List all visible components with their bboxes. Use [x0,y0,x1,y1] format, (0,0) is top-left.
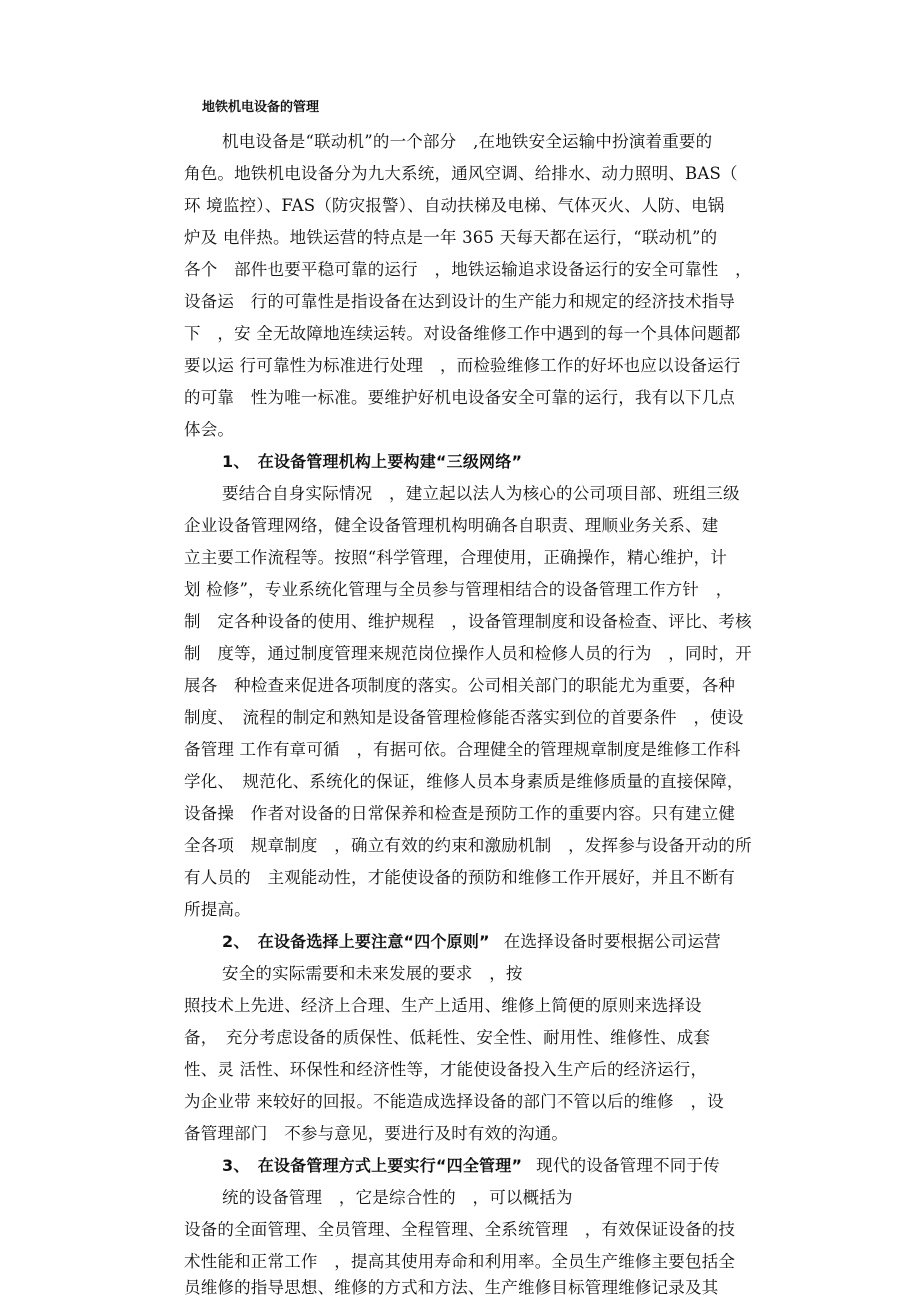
text-line: 机电设备是“联动机”的一个部分 ,在地铁安全运输中扮演着重要的 [222,132,713,151]
text-line: 备， 充分考虑设备的质保性、低耗性、安全性、耐用性、维修性、成套 [184,1028,711,1047]
section-heading-1: 1、 在设备管理机构上要构建“三级网络” [222,452,523,471]
text-line: 全各项 规章制度 ，确立有效的约束和激励机制 ，发挥参与设备开动的所 [184,836,752,855]
text-line: 设备操 作者对设备的日常保养和检查是预防工作的重要内容。只有建立健 [184,804,736,823]
text-line: 划 检修”，专业系统化管理与全员参与管理相结合的设备管理工作方针 ， [184,580,733,599]
text-line: 性、灵 活性、环保性和经济性等，才能使设备投入生产后的经济运行， [184,1060,708,1079]
text-line: 制度、 流程的制定和熟知是设备管理检修能否落实到位的首要条件 ，使设 [184,708,744,727]
document-title: 地铁机电设备的管理 [202,100,320,115]
section-heading-3 [222,1156,720,1176]
text-line: 企业设备管理网络，健全设备管理机构明确各自职责、理顺业务关系、建 [184,516,719,535]
text-line: 制 度等，通过制度管理来规范岗位操作人员和检修人员的行为 ，同时，开 [184,644,752,663]
text-line: 为企业带 来较好的回报。不能造成选择设备的部门不管以后的维修 ，设 [184,1092,724,1111]
text-line: 环 境监控）、FAS（防灾报警）、自动扶梯及电梯、气体灭火、人防、电锅 [184,196,725,215]
section-heading-3-title: 3、 在设备管理方式上要实行“四全管理” [222,1156,523,1175]
text-line: 照技术上先进、经济上合理、生产上适用、维修上简便的原则来选择设 [184,996,702,1015]
text-line: 安全的实际需要和未来发展的要求 ，按 [222,964,523,983]
text-line: 员维修的指导思想、维修的方式和方法、生产维修目标管理维修记录及其 [184,1278,719,1297]
section-heading-2-tail: 在选择设备时要根据公司运营 [503,932,721,951]
text-line: 统的设备管理 ，它是综合性的 ，可以概括为 [222,1188,573,1207]
text-line: 体会。 [184,420,235,439]
section-heading-2 [222,932,721,952]
text-line: 角色。地铁机电设备分为九大系统，通风空调、给排水、动力照明、BAS（ [184,164,738,183]
text-line: 展各 种检查来促进各项制度的落实。公司相关部门的职能尤为重要，各种 [184,676,736,695]
text-line: 要结合自身实际情况 ，建立起以法人为核心的公司项目部、班组三级 [222,484,740,503]
text-line: 要以运 行可靠性为标准进行处理 ，而检验维修工作的好坏也应以设备运行 [184,356,741,375]
text-line: 制 定各种设备的使用、维护规程 ，设备管理制度和设备检查、评比、考核 [184,612,752,631]
section-heading-2-title: 2、 在设备选择上要注意“四个原则” [222,932,490,951]
text-line: 有人员的 主观能动性，才能使设备的预防和维修工作开展好，并且不断有 [184,868,736,887]
text-line: 学化、 规范化、系统化的保证，维修人员本身素质是维修质量的直接保障， [184,772,744,791]
section-heading-3-tail: 现代的设备管理不同于传 [536,1156,720,1175]
text-line: 的可靠 性为唯一标准。要维护好机电设备安全可靠的运行，我有以下几点 [184,388,736,407]
text-line: 设备运 行的可靠性是指设备在达到设计的生产能力和规定的经济技术指导 [184,292,736,311]
text-line: 备管理 工作有章可循 ，有据可依。合理健全的管理规章制度是维修工作科 [184,740,741,759]
text-line: 下 ，安 全无故障地连续运转。对设备维修工作中遇到的每一个具体问题都 [184,324,741,343]
text-line: 备管理部门 不参与意见，要进行及时有效的沟通。 [184,1124,569,1143]
text-line: 立主要工作流程等。按照“科学管理，合理使用，正确操作，精心维护，计 [184,548,728,567]
text-line: 术性能和正常工作 ，提高其使用寿命和利用率。全员生产维修主要包括全 [184,1252,736,1271]
text-line: 设备的全面管理、全员管理、全程管理、全系统管理 ，有效保证设备的技 [184,1220,736,1239]
text-line: 各个 部件也要平稳可靠的运行 ，地铁运输追求设备运行的安全可靠性 ， [184,260,752,279]
text-line: 所提高。 [184,900,251,919]
text-line: 炉及 电伴热。地铁运营的特点是一年 365 天每天都在运行，“联动机”的 [184,228,718,247]
